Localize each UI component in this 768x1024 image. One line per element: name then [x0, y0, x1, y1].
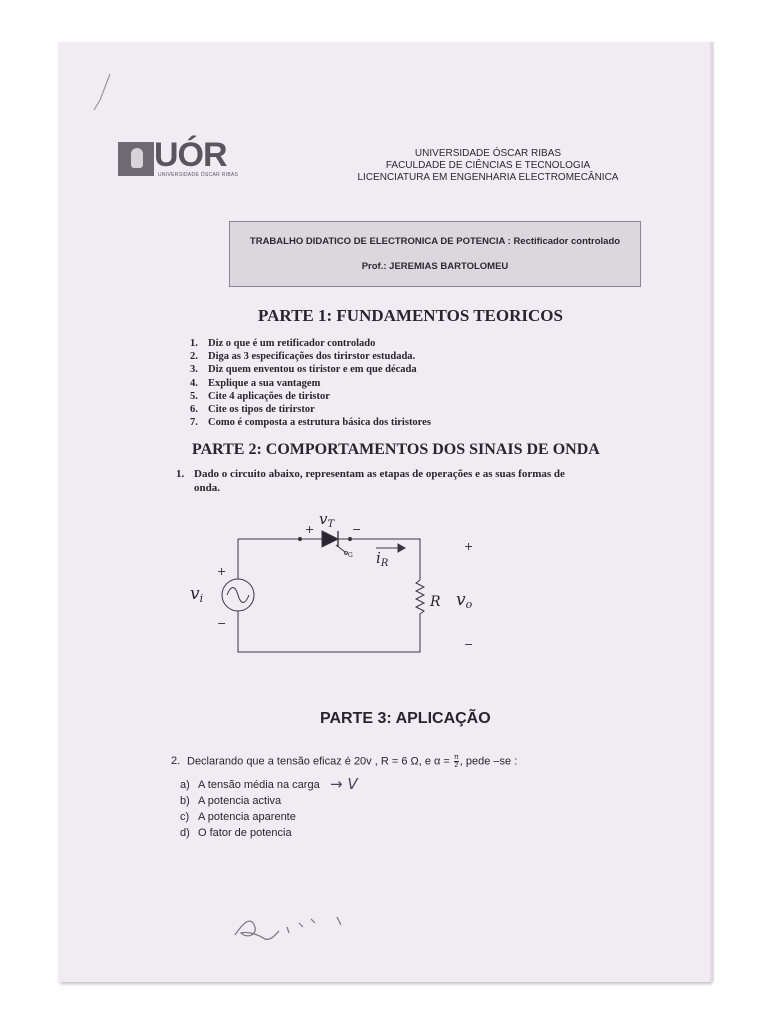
gate-lead — [336, 545, 345, 552]
question-number: 1. — [176, 468, 185, 480]
vi-minus: − — [217, 617, 227, 630]
logo-subtext: UNIVERSIDADE ÓSCAR RIBAS — [158, 172, 239, 178]
part3-question — [171, 754, 517, 769]
resistor-label: R — [430, 594, 441, 610]
list-item: 5. Cite 4 aplicações de tiristor — [190, 390, 330, 402]
list-item: 4. Explique a sua vantagem — [190, 377, 321, 389]
list-item: b) A potencia activa — [180, 795, 282, 807]
list-item: a) A tensão média na carga — [180, 779, 320, 791]
vt-plus: + — [305, 523, 315, 536]
question-text-line2: onda. — [194, 482, 220, 494]
assignment-info-box — [229, 221, 641, 287]
thyristor-circuit-diagram — [180, 505, 510, 665]
part1-heading: PARTE 1: FUNDAMENTOS TEORICOS — [258, 306, 563, 325]
pencil-tick-mark — [90, 70, 120, 115]
vi-plus: + — [217, 565, 227, 578]
university-name: UNIVERSIDADE ÓSCAR RIBAS — [414, 148, 562, 159]
list-item: 6. Cite os tipos de tirirstor — [190, 404, 315, 416]
gate-label: G — [348, 552, 353, 559]
list-item: 7. Como é composta a estrutura básica dos tiristores — [190, 417, 431, 429]
resistor-symbol — [416, 580, 424, 617]
part3-subquestion-list — [180, 777, 320, 841]
list-item: d) O fator de potencia — [180, 827, 292, 839]
paper-edge — [710, 42, 714, 982]
question-text-end: , pede –se : — [459, 755, 518, 768]
part1-question-list — [190, 337, 431, 429]
vo-label: vo — [456, 590, 473, 611]
logo-text: UÓR — [154, 136, 227, 174]
professor-name: Prof.: JEREMIAS BARTOLOMEU — [361, 261, 509, 272]
question-number: 2. — [171, 755, 181, 768]
assignment-title: TRABALHO DIDATICO DE ELECTRONICA DE POTENCIA : Rectificador controlado — [249, 236, 621, 247]
thyristor-symbol — [322, 531, 338, 547]
vt-label: $v_T$ — [319, 510, 335, 530]
ir-label: $i_R$ — [376, 549, 389, 569]
handwritten-note: → V — [330, 775, 358, 793]
list-item: 2. Diga as 3 especificações dos tirirstor estudada. — [190, 351, 416, 363]
part2-question — [176, 467, 626, 495]
sine-wave-icon — [227, 588, 249, 603]
list-item: c) A potencia aparente — [180, 811, 296, 823]
circuit-wire — [238, 611, 420, 652]
list-item: 3. Diz quem enventou os tiristor e em que década — [190, 364, 417, 376]
vo-minus: − — [464, 638, 474, 651]
university-header — [278, 148, 698, 184]
question-text-line1: Dado o circuito abaixo, representam as etapas de operações e as suas formas de — [194, 468, 565, 480]
vt-minus: − — [352, 523, 362, 536]
part3-heading: PARTE 3: APLICAÇÃO — [320, 710, 491, 727]
list-item: 1. Diz o que é um retificador controlado — [190, 338, 376, 349]
handwritten-signature — [225, 905, 365, 950]
vi-label: vi — [190, 584, 204, 605]
alpha-fraction: $\frac{\pi}{2}$ — [453, 754, 459, 769]
faculty-name: FACULDADE DE CIÊNCIAS E TECNOLOGIA — [385, 160, 591, 171]
logo-portrait-icon — [118, 142, 154, 176]
university-logo — [118, 136, 258, 182]
degree-name: LICENCIATURA EM ENGENHARIA ELECTROMECÂNICA — [357, 172, 619, 183]
question-text: Declarando que a tensão eficaz é 20v , R = 6 Ω, e α = — [187, 755, 450, 768]
vo-plus: + — [464, 540, 474, 553]
part2-heading: PARTE 2: COMPORTAMENTOS DOS SINAIS DE ONDA — [192, 441, 600, 458]
